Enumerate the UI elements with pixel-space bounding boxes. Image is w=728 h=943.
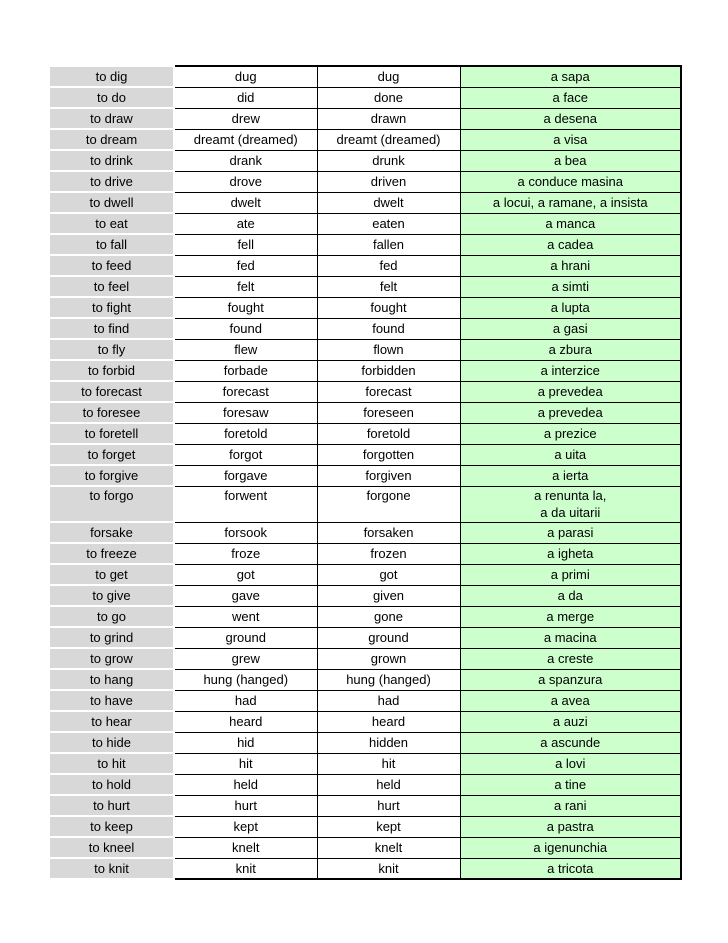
past-participle-cell: knelt [317,837,460,858]
past-simple-cell: knit [174,858,317,879]
infinitive-cell: to freeze [49,543,174,564]
past-participle-cell: forgone [317,486,460,522]
past-simple-cell: went [174,606,317,627]
infinitive-cell: to foretell [49,423,174,444]
past-participle-cell: dwelt [317,192,460,213]
past-simple-cell: forgot [174,444,317,465]
infinitive-cell: to foresee [49,402,174,423]
translation-cell: a igheta [460,543,681,564]
past-simple-cell: hid [174,732,317,753]
table-row [49,585,681,606]
past-simple-cell: foresaw [174,402,317,423]
translation-cell: a uita [460,444,681,465]
table-row [49,816,681,837]
past-participle-cell: forbidden [317,360,460,381]
translation-cell: a ascunde [460,732,681,753]
table-row [49,297,681,318]
infinitive-cell: to find [49,318,174,339]
infinitive-cell: to fly [49,339,174,360]
past-simple-cell: kept [174,816,317,837]
past-participle-cell: heard [317,711,460,732]
translation-cell: a parasi [460,522,681,543]
past-participle-cell: kept [317,816,460,837]
past-participle-cell: grown [317,648,460,669]
translation-cell: a bea [460,150,681,171]
infinitive-cell: to hide [49,732,174,753]
translation-cell: a conduce masina [460,171,681,192]
translation-cell: a igenunchia [460,837,681,858]
past-participle-cell: flown [317,339,460,360]
past-simple-cell: forwent [174,486,317,522]
past-simple-cell: fought [174,297,317,318]
table-row [49,192,681,213]
past-participle-cell: fought [317,297,460,318]
past-participle-cell: frozen [317,543,460,564]
past-participle-cell: fallen [317,234,460,255]
past-participle-cell: fed [317,255,460,276]
infinitive-cell: to eat [49,213,174,234]
past-simple-cell: dreamt (dreamed) [174,129,317,150]
translation-cell: a interzice [460,360,681,381]
translation-cell: a prevedea [460,402,681,423]
table-row [49,564,681,585]
past-simple-cell: fell [174,234,317,255]
infinitive-cell: to forgo [49,486,174,522]
past-simple-cell: had [174,690,317,711]
table-row [49,837,681,858]
table-row [49,318,681,339]
past-participle-cell: eaten [317,213,460,234]
past-simple-cell: fed [174,255,317,276]
past-participle-cell: dreamt (dreamed) [317,129,460,150]
past-simple-cell: drew [174,108,317,129]
translation-cell: a sapa [460,66,681,87]
table-row [49,129,681,150]
infinitive-cell: to forbid [49,360,174,381]
translation-cell: a merge [460,606,681,627]
table-row [49,423,681,444]
past-participle-cell: ground [317,627,460,648]
infinitive-cell: to go [49,606,174,627]
table-row [49,774,681,795]
table-row [49,276,681,297]
infinitive-cell: to hang [49,669,174,690]
past-simple-cell: knelt [174,837,317,858]
table-row [49,381,681,402]
table-row [49,150,681,171]
infinitive-cell: to grind [49,627,174,648]
translation-cell: a prevedea [460,381,681,402]
table-row [49,711,681,732]
translation-cell: a gasi [460,318,681,339]
past-participle-cell: hidden [317,732,460,753]
translation-cell: a ierta [460,465,681,486]
past-simple-cell: found [174,318,317,339]
past-simple-cell: forgave [174,465,317,486]
translation-cell: a rani [460,795,681,816]
past-participle-cell: gone [317,606,460,627]
table-row [49,690,681,711]
table-row [49,360,681,381]
translation-cell: a desena [460,108,681,129]
table-row [49,402,681,423]
past-participle-cell: had [317,690,460,711]
translation-line: a da uitarii [540,504,601,520]
table-row [49,627,681,648]
past-simple-cell: drove [174,171,317,192]
past-participle-cell: drunk [317,150,460,171]
table-row [49,171,681,192]
infinitive-cell: forsake [49,522,174,543]
table-row [49,486,681,522]
table-row [49,255,681,276]
translation-cell: a manca [460,213,681,234]
translation-cell: a primi [460,564,681,585]
translation-cell: a tine [460,774,681,795]
past-participle-cell: foreseen [317,402,460,423]
infinitive-cell: to dwell [49,192,174,213]
infinitive-cell: to drive [49,171,174,192]
infinitive-cell: to feel [49,276,174,297]
infinitive-cell: to have [49,690,174,711]
past-participle-cell: hurt [317,795,460,816]
translation-cell: a spanzura [460,669,681,690]
translation-cell: a zbura [460,339,681,360]
table-row [49,543,681,564]
past-participle-cell: hit [317,753,460,774]
translation-cell [460,486,681,522]
table-row [49,522,681,543]
past-simple-cell: did [174,87,317,108]
infinitive-cell: to feed [49,255,174,276]
table-row [49,732,681,753]
table-row [49,213,681,234]
translation-cell: a macina [460,627,681,648]
infinitive-cell: to forgive [49,465,174,486]
table-row [49,648,681,669]
past-simple-cell: got [174,564,317,585]
table-row [49,606,681,627]
table-row [49,66,681,87]
infinitive-cell: to keep [49,816,174,837]
translation-cell: a creste [460,648,681,669]
infinitive-cell: to forecast [49,381,174,402]
past-participle-cell: forecast [317,381,460,402]
infinitive-cell: to grow [49,648,174,669]
past-simple-cell: held [174,774,317,795]
translation-cell: a pastra [460,816,681,837]
past-participle-cell: found [317,318,460,339]
past-simple-cell: froze [174,543,317,564]
past-participle-cell: forsaken [317,522,460,543]
translation-cell: a simti [460,276,681,297]
translation-cell: a lupta [460,297,681,318]
past-participle-cell: hung (hanged) [317,669,460,690]
past-simple-cell: flew [174,339,317,360]
translation-line: a renunta la, [534,487,607,503]
past-simple-cell: dwelt [174,192,317,213]
past-simple-cell: foretold [174,423,317,444]
infinitive-cell: to kneel [49,837,174,858]
past-participle-cell: held [317,774,460,795]
infinitive-cell: to hear [49,711,174,732]
translation-cell: a tricota [460,858,681,879]
table-row [49,795,681,816]
past-simple-cell: ate [174,213,317,234]
past-participle-cell: done [317,87,460,108]
past-participle-cell: knit [317,858,460,879]
translation-cell: a avea [460,690,681,711]
past-participle-cell: foretold [317,423,460,444]
table-row [49,669,681,690]
table-row [49,87,681,108]
infinitive-cell: to do [49,87,174,108]
past-simple-cell: forbade [174,360,317,381]
past-simple-cell: hung (hanged) [174,669,317,690]
past-simple-cell: hurt [174,795,317,816]
translation-cell: a auzi [460,711,681,732]
past-simple-cell: forecast [174,381,317,402]
translation-cell: a locui, a ramane, a insista [460,192,681,213]
translation-cell: a visa [460,129,681,150]
past-simple-cell: forsook [174,522,317,543]
infinitive-cell: to draw [49,108,174,129]
past-participle-cell: felt [317,276,460,297]
past-participle-cell: forgotten [317,444,460,465]
past-participle-cell: driven [317,171,460,192]
infinitive-cell: to knit [49,858,174,879]
past-simple-cell: ground [174,627,317,648]
infinitive-cell: to fall [49,234,174,255]
infinitive-cell: to dream [49,129,174,150]
table-row [49,444,681,465]
translation-cell: a cadea [460,234,681,255]
irregular-verbs-table [48,65,682,880]
table-row [49,465,681,486]
past-simple-cell: drank [174,150,317,171]
past-simple-cell: dug [174,66,317,87]
infinitive-cell: to hold [49,774,174,795]
translation-cell: a da [460,585,681,606]
past-participle-cell: got [317,564,460,585]
past-simple-cell: hit [174,753,317,774]
table-row [49,753,681,774]
translation-cell: a hrani [460,255,681,276]
table-body [49,66,681,879]
table-row [49,108,681,129]
table-row [49,234,681,255]
past-participle-cell: forgiven [317,465,460,486]
past-participle-cell: given [317,585,460,606]
past-simple-cell: heard [174,711,317,732]
past-simple-cell: felt [174,276,317,297]
infinitive-cell: to get [49,564,174,585]
past-simple-cell: grew [174,648,317,669]
past-participle-cell: drawn [317,108,460,129]
translation-cell: a lovi [460,753,681,774]
infinitive-cell: to fight [49,297,174,318]
table-row [49,339,681,360]
translation-cell: a face [460,87,681,108]
infinitive-cell: to drink [49,150,174,171]
infinitive-cell: to hurt [49,795,174,816]
infinitive-cell: to give [49,585,174,606]
infinitive-cell: to hit [49,753,174,774]
table-row [49,858,681,879]
infinitive-cell: to dig [49,66,174,87]
translation-cell: a prezice [460,423,681,444]
infinitive-cell: to forget [49,444,174,465]
past-participle-cell: dug [317,66,460,87]
past-simple-cell: gave [174,585,317,606]
